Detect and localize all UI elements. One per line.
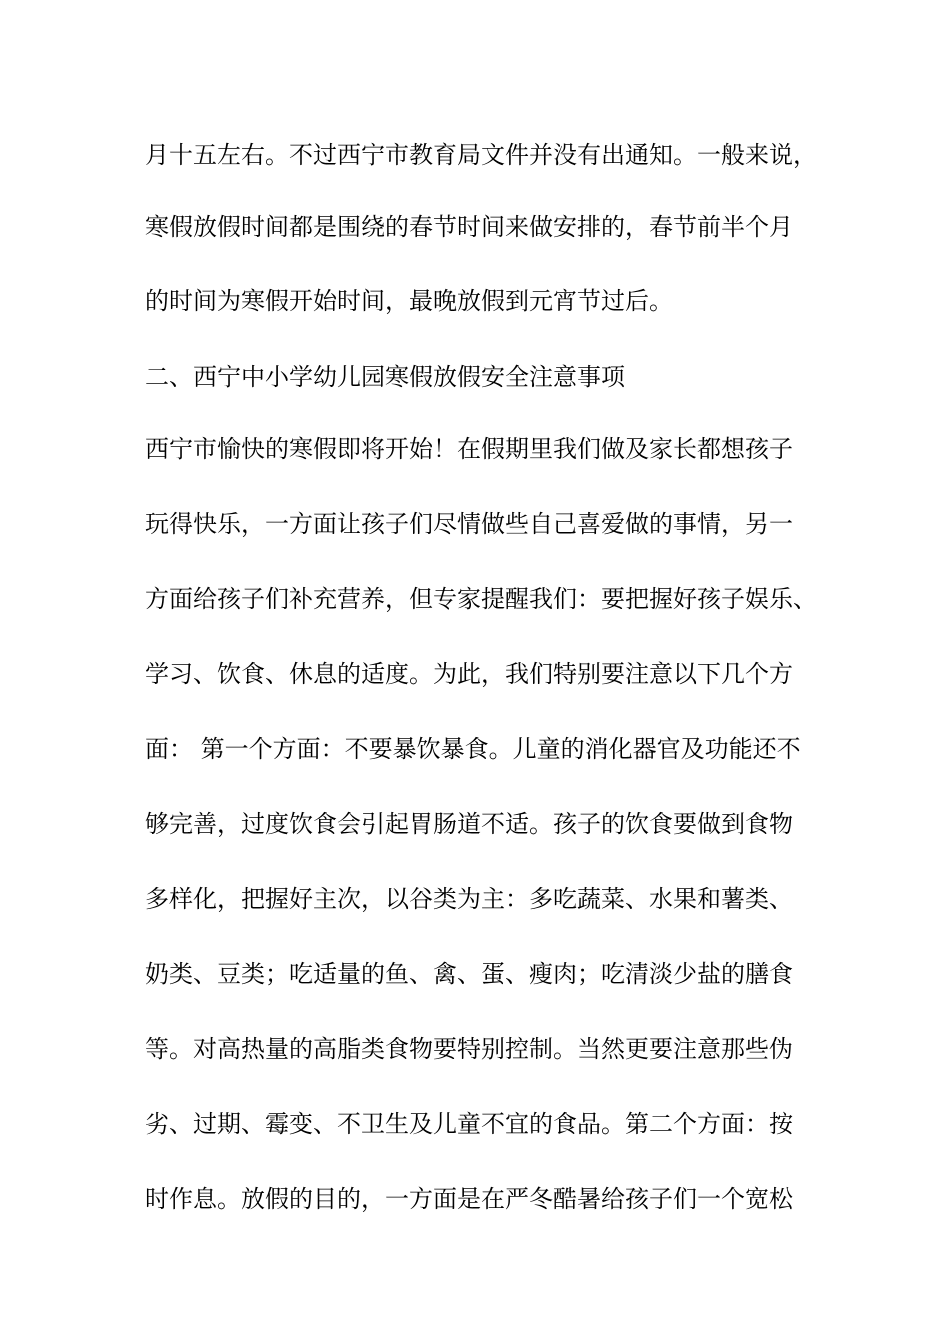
paragraph-line: 的时间为寒假开始时间，最晚放假到元宵节过后。 (145, 287, 673, 315)
paragraph-line: 面： 第一个方面：不要暴饮暴食。儿童的消化器官及功能还不 (145, 735, 801, 763)
paragraph-line: 等。对高热量的高脂类食物要特别控制。当然更要注意那些伪 (145, 1035, 793, 1063)
section-heading: 二、西宁中小学幼儿园寒假放假安全注意事项 (145, 363, 625, 391)
paragraph-line: 时作息。放假的目的，一方面是在严冬酷暑给孩子们一个宽松 (145, 1185, 793, 1213)
paragraph-line: 西宁市愉快的寒假即将开始！在假期里我们做及家长都想孩子 (145, 435, 793, 463)
paragraph-line: 劣、过期、霉变、不卫生及儿童不宜的食品。第二个方面：按 (145, 1110, 793, 1138)
paragraph-line: 玩得快乐，一方面让孩子们尽情做些自己喜爱做的事情，另一 (145, 510, 793, 538)
paragraph-line: 寒假放假时间都是围绕的春节时间来做安排的，春节前半个月 (145, 213, 793, 241)
paragraph-line: 学习、饮食、休息的适度。为此，我们特别要注意以下几个方 (145, 660, 793, 688)
paragraph-line: 奶类、豆类；吃适量的鱼、禽、蛋、瘦肉；吃清淡少盐的膳食 (145, 960, 793, 988)
paragraph-line: 够完善，过度饮食会引起胃肠道不适。孩子的饮食要做到食物 (145, 810, 793, 838)
paragraph-line: 方面给孩子们补充营养，但专家提醒我们：要把握好孩子娱乐、 (145, 585, 817, 613)
paragraph-line: 多样化，把握好主次，以谷类为主：多吃蔬菜、水果和薯类、 (145, 885, 793, 913)
paragraph-line: 月十五左右。不过西宁市教育局文件并没有出通知。一般来说， (145, 141, 817, 169)
